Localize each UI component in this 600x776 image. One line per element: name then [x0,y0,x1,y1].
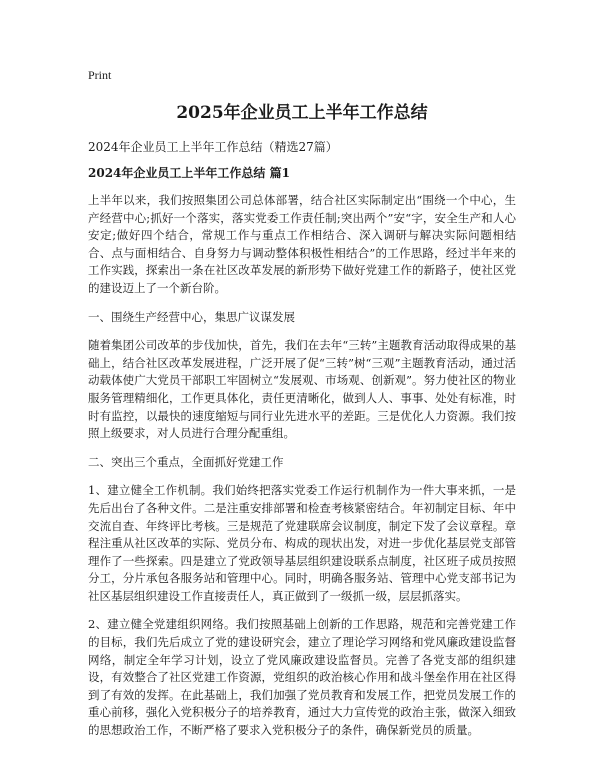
body-paragraph-1: 随着集团公司改革的步伐加快，首先，我们在去年“三转”主题教育活动取得成果的基础上，结合社区改革发展进程，广泛开展了促“三转”树“三观”主题教育活动，通过活动载体使广大党员干部职工牢固树立“发展观、市场观、创新观”。努力使社区的物业服务管理精细化，工作更具体化，责任更清晰化，做到人人、事事、处处有标准，时时有监控，以最快的速度缩短与同行业先进水平的差距。三是优化人力资源。我们按照上级要求，对人员进行合理分配重组。 [88,338,516,441]
subsection-heading-1: 一、围绕生产经营中心，集思广议谋发展 [88,309,295,324]
document-subtitle: 2024年企业员工上半年工作总结（精选27篇） [88,140,338,154]
subsection-heading-2: 二、突出三个重点，全面抓好党建工作 [88,454,284,469]
intro-paragraph: 上半年以来，我们按照集团公司总体部署，结合社区实际制定出“围绕一个中心，生产经营中心;抓好一个落实，落实党委工作责任制;突出两个”安“字，安全生产和人心安定;做好四个结合，常规工作与重点工作相结合、深入调研与解决实际问题相结合、点与面相结合、自身努力与调动整体积极性相结合”的工作思路，经过半年来的工作实践，探索出一条在社区改革发展的新形势下做好党建工作的新路子，使社区党的建设迈上了一个新台阶。 [88,193,516,295]
page-title: 2025年企业员工上半年工作总结 [176,103,428,123]
body-paragraph-3: 2、建立健全党建组织网络。我们按照基础上创新的工作思路，规范和完善党建工作的目标，我们先后成立了党的建设研究会，建立了理论学习网络和党风廉政建设监督网络，制定全年学习计划，设立了党风廉政建设监督员。完善了各党支部的组织建设，有效整合了社区党建工作资源，党组织的政治核心作用和战斗堡垒作用在社区得到了有效的发挥。在此基础上，我们加强了党员教育和发展工作，把党员发展工作的重心前移，强化入党积极分子的培养教育，通过大力宣传党的政治主张，做深入细致的思想政治工作，不断严格了要求入党积极分子的条件，确保新党员的质量。 [88,617,516,738]
print-link[interactable]: Print [88,68,112,82]
section-heading: 2024年企业员工上半年工作总结 篇1 [88,166,290,180]
document-page [88,64,516,751]
body-paragraph-2: 1、建立健全工作机制。我们始终把落实党委工作运行机制作为一件大事来抓，一是先后出台了各种文件。二是注重安排部署和检查考核紧密结合。年初制定目标、年中交流自查、年终评比考核。三是规范了党建联席会议制度，制定下发了会议章程。章程注重从社区改革的实际、党员分布、构成的现状出发，对进一步优化基层党支部管理作了一些探索。四是建立了党政领导基层组织建设联系点制度，社区班子成员按照分工，分片承包各服务站和管理中心。同时，明确各服务站、管理中心党支部书记为社区基层组织建设工作直接责任人，真正做到了一级抓一级，层层抓落实。 [88,483,516,603]
